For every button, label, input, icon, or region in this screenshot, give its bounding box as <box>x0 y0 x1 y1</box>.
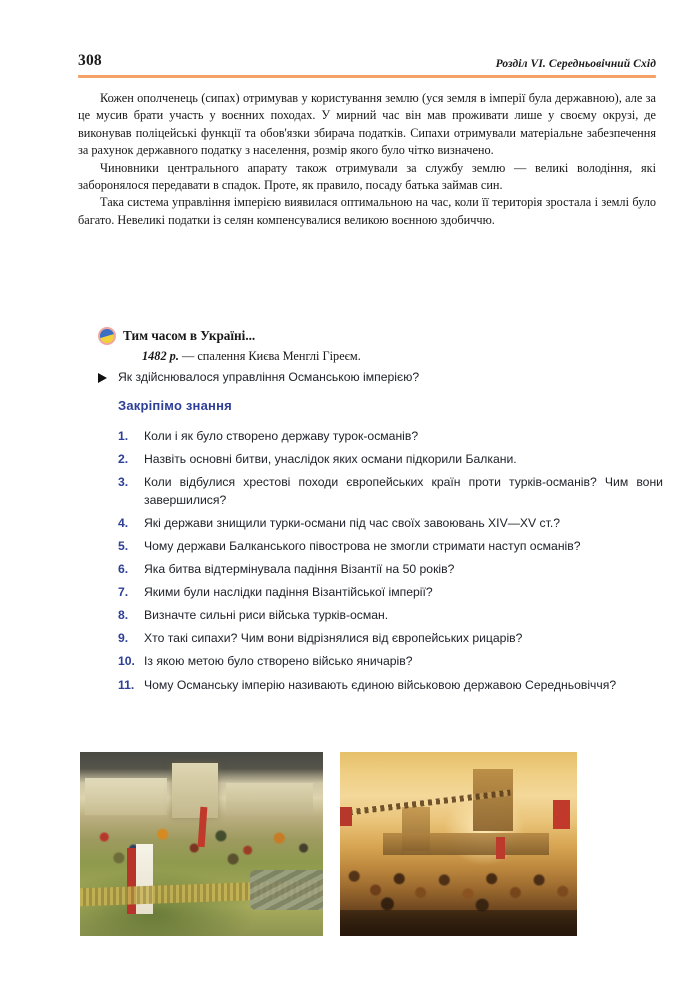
list-item <box>118 561 663 579</box>
question-number: 2. <box>118 452 129 467</box>
list-item <box>118 451 663 469</box>
list-item <box>118 677 663 695</box>
meanwhile-title: Тим часом в Україні... <box>123 328 256 343</box>
question-number: 3. <box>118 475 129 490</box>
question-text: Яка битва відтермінувала падіння Візантії на 50 років? <box>144 562 455 577</box>
question-number: 4. <box>118 515 129 530</box>
ukraine-flag-icon <box>98 327 116 345</box>
question-text: Чому держави Балканського півострова не змогли стримати наступ османів? <box>144 538 581 553</box>
question-text: Визначте сильні риси війська турків-осман. <box>144 608 389 623</box>
section-heading: Закріпімо знання <box>118 398 232 413</box>
paragraph: Така система управління імперією виявилася оптимальною на час, коли її територія зростала і землі було багато. Невеликі податки із селян компенсувалися великою воєнною здобиччю. <box>78 195 656 227</box>
question-number: 7. <box>118 585 129 600</box>
list-item <box>118 515 663 533</box>
question-number: 6. <box>118 562 129 577</box>
question-number: 5. <box>118 538 129 553</box>
chapter-title: Розділ VI. Середньовічний Схід <box>495 58 656 70</box>
question-number: 9. <box>118 631 129 646</box>
question-number: 11. <box>118 677 135 692</box>
question-number: 10. <box>118 654 135 669</box>
question-text: Коли і як було створено державу турок-османів? <box>144 429 419 443</box>
illustrations <box>80 752 577 936</box>
list-item <box>118 538 663 556</box>
paragraph: Чиновники центрального апарату також отримували за службу землю — великі володіння, які заборонялося передавати в спадок. Проте, як правило, посаду батька займав син. <box>78 160 656 193</box>
list-item <box>118 630 663 648</box>
list-item <box>118 428 663 446</box>
arrow-question-text: Як здійснювалося управління Османською імперією? <box>118 370 420 384</box>
question-number: 1. <box>118 429 129 443</box>
page-header <box>78 44 656 70</box>
body-text <box>78 90 656 229</box>
arrow-question <box>98 369 658 385</box>
page-number: 308 <box>78 52 102 69</box>
questions-list <box>118 428 663 700</box>
list-item <box>118 474 663 509</box>
question-text: Якими були наслідки падіння Візантійської імперії? <box>144 585 433 600</box>
question-text: Чому Османську імперію називають єдиною військовою державою Середньовіччя? <box>144 677 617 692</box>
triangle-bullet-icon <box>98 373 107 383</box>
list-item <box>118 584 663 602</box>
meanwhile-event <box>98 349 658 364</box>
header-rule <box>78 75 656 78</box>
question-text: Коли відбулися хрестові походи європейських країн проти турків-османів? Чим вони завершилися? <box>144 475 663 507</box>
list-item <box>118 653 663 671</box>
paragraph: Кожен ополченець (сипах) отримував у користування землю (уся земля в імперії була державною), але за це мусив брати участь у воєнних походах. У мирний час він мав проживати лише у своєму окрузі, де виконував поліцейські функції та обов'язки збирача податків. Сипахи отримували матеріальне забезпечення за рахунок державного податку з населення, розмір якого було чітко визначено. <box>78 91 656 158</box>
question-number: 8. <box>118 608 129 623</box>
event-year: 1482 р. <box>142 349 179 363</box>
siege-painting-left <box>80 752 323 936</box>
event-description: — спалення Києва Менглі Гіреєм. <box>178 349 361 363</box>
siege-painting-right <box>340 752 577 936</box>
question-text: Із якою метою було створено військо яничарів? <box>144 654 413 669</box>
question-text: Хто такі сипахи? Чим вони відрізнялися від європейських рицарів? <box>144 631 523 646</box>
meanwhile-header <box>98 326 658 346</box>
list-item <box>118 607 663 625</box>
question-text: Назвіть основні битви, унаслідок яких османи підкорили Балкани. <box>144 452 517 467</box>
meanwhile-in-ukraine-block <box>98 326 658 364</box>
question-text: Які держави знищили турки-османи під час своїх завоювань XIV—XV ст.? <box>144 515 561 530</box>
